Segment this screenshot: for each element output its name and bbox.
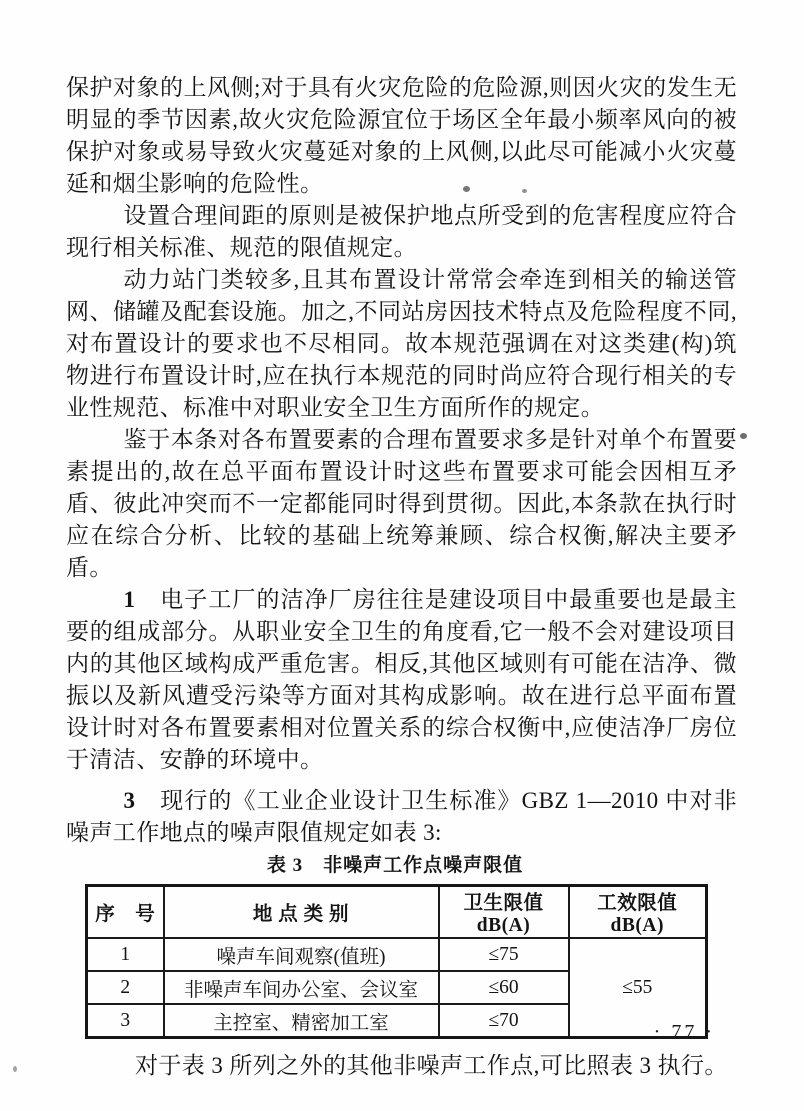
scan-speck bbox=[740, 433, 747, 439]
col-header-hygiene-limit: 卫生限值 dB(A) bbox=[439, 886, 569, 939]
cell-serial: 1 bbox=[87, 938, 164, 971]
numbered-item-1-text: 电子工厂的洁净厂房往往是建设项目中最重要也是最主要的组成部分。从职业安全卫生的角度看,它一般不会对建设项目内的其他区域构成严重危害。相反,其他区域则有可能在洁净、微振以及新风遭受污染等方面对其构成影响。故在进行总平面布置设计时对各布置要素相对位置关系的综合权衡中,应使洁净厂房位于清洁、安静的环境中。 bbox=[66, 587, 737, 772]
paragraph-continuation: 保护对象的上风侧;对于具有火灾危险的危险源,则因火灾的发生无明显的季节因素,故火灾危险源宜位于场区全年最小频率风向的被保护对象或易导致火灾蔓延对象的上风侧,以此尽可能减小火灾蔓延和烟尘影响的危险性。 bbox=[66, 75, 737, 196]
cell-category: 主控室、精密加工室 bbox=[164, 1004, 439, 1038]
cell-efficiency-limit-merged: ≤55 bbox=[569, 938, 707, 1038]
cell-hygiene-limit: ≤75 bbox=[439, 938, 569, 971]
paragraph-separation-principle: 设置合理间距的原则是被保护地点所受到的危害程度应符合现行相关标准、规范的限值规定。 bbox=[66, 203, 737, 260]
numbered-item-1 bbox=[66, 584, 737, 776]
item-number-1: 1 bbox=[123, 587, 136, 612]
col-header-efficiency-limit: 工效限值 dB(A) bbox=[569, 886, 707, 939]
cell-serial: 2 bbox=[87, 971, 164, 1004]
table-caption: 表 3 非噪声工作点噪声限值 bbox=[266, 855, 524, 876]
scan-speck bbox=[522, 189, 527, 193]
paragraph-layout-tradeoff: 鉴于本条对各布置要素的合理布置要求多是针对单个布置要素提出的,故在总平面布置设计时这些布置要求可能会因相互矛盾、彼此冲突而不一定都能同时得到贯彻。因此,本条款在执行时应在综合分析、比较的基础上统筹兼顾、综合权衡,解决主要矛盾。 bbox=[66, 427, 737, 580]
table-3-block bbox=[85, 854, 705, 1039]
table-row bbox=[87, 938, 707, 971]
paragraph-power-stations: 动力站门类较多,且其布置设计常常会牵连到相关的输送管网、储罐及配套设施。加之,不同站房因技术特点及危险程度不同,对布置设计的要求也不尽相同。故本规范强调在对这类建(构)筑物进行布置设计时,应在执行本规范的同时尚应符合现行相关的专业性规范、标准中对职业安全卫生方面所作的规定。 bbox=[66, 267, 737, 420]
table-header-row bbox=[87, 886, 707, 939]
col-header-serial: 序 号 bbox=[87, 886, 164, 939]
numbered-item-3-text: 现行的《工业企业设计卫生标准》GBZ 1—2010 中对非噪声工作地点的噪声限值规定如表 3: bbox=[66, 788, 737, 845]
cell-serial: 3 bbox=[87, 1004, 164, 1038]
noise-limit-table bbox=[85, 884, 708, 1039]
scan-speck bbox=[13, 1066, 17, 1072]
cell-category: 非噪声车间办公室、会议室 bbox=[164, 971, 439, 1004]
closing-paragraph: 对于表 3 所列之外的其他非噪声工作点,可比照表 3 执行。 bbox=[135, 1053, 728, 1078]
scan-speck bbox=[463, 186, 470, 192]
col-header-category: 地 点 类 别 bbox=[164, 886, 439, 939]
cell-category: 噪声车间观察(值班) bbox=[164, 938, 439, 971]
numbered-item-3 bbox=[66, 785, 737, 849]
cell-hygiene-limit: ≤70 bbox=[439, 1004, 569, 1038]
text-column bbox=[66, 72, 737, 1082]
page-number: · 77 · bbox=[653, 1021, 715, 1043]
cell-hygiene-limit: ≤60 bbox=[439, 971, 569, 1004]
item-number-3: 3 bbox=[123, 788, 136, 813]
